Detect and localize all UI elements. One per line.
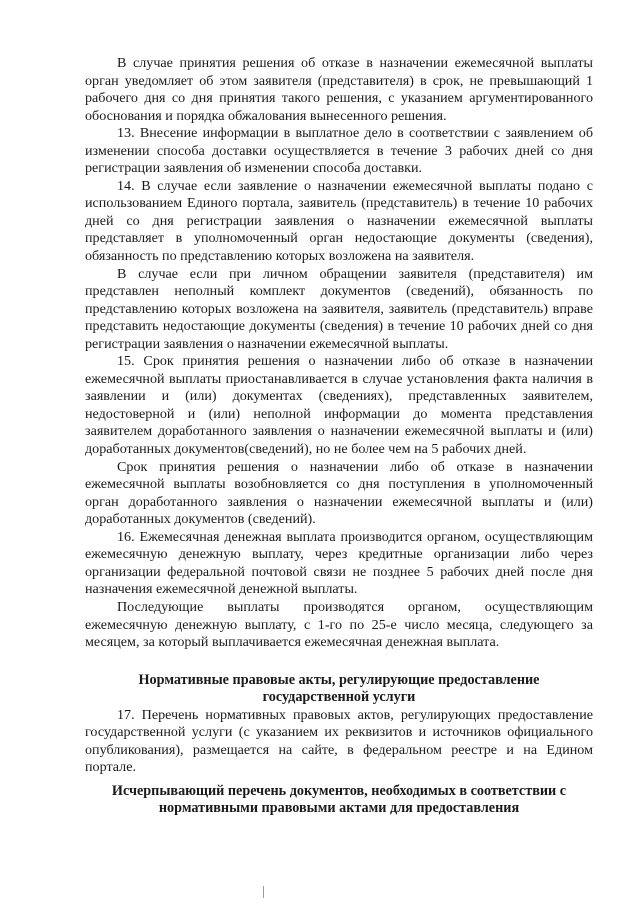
paragraph-14: 14. В случае если заявление о назначении ежемесячной выплаты подано с использованием Единого портала, заявитель (представитель) в течение 10 рабочих дней со дня регистрации заявления о назначении ежемесячной выплаты представляет в уполномоченный орган недостающие документы (сведения), обязанность по представлению которых возложена на заявителя. (85, 177, 593, 265)
paragraph-16: 16. Ежемесячная денежная выплата производится органом, осуществляющим ежемесячную денежную выплату, через кредитные организации либо через организации федеральной почтовой связи не позднее 5 рабочих дней после дня назначения ежемесячной денежной выплаты. (85, 528, 593, 598)
paragraph-resume-term: Срок принятия решения о назначении либо об отказе в назначении ежемесячной выплаты возобновляется со дня поступления в уполномоченный орган доработанного заявления о назначении ежемесячной выплаты и (или) доработанных документов (сведений). (85, 458, 593, 528)
paragraph-13: 13. Внесение информации в выплатное дело в соответствии с заявлением об изменении способа доставки осуществляется в течение 3 рабочих дней со дня регистрации заявления об изменении способа доставки. (85, 125, 593, 177)
section-heading-legal-acts: Нормативные правовые акты, регулирующие предоставление государственной услуги (138, 671, 540, 706)
paragraph-15: 15. Срок принятия решения о назначении либо об отказе в назначении ежемесячной выплаты приостанавливается в случае установления факта наличия в заявлении и (или) документах (сведениях), представленных заявителем, недостоверной и (или) неполной информации до момента представления заявителем доработанного заявления о назначении ежемесячной выплаты и (или) доработанных документов(сведений), но не более чем на 5 рабочих дней. (85, 353, 593, 458)
section-spacer (85, 652, 593, 672)
section-heading-documents: Исчерпывающий перечень документов, необходимых в соответствии с нормативными правовыми актами для предоставления (111, 782, 567, 817)
scan-artifact-line (263, 886, 264, 898)
paragraph-refusal-notice: В случае принятия решения об отказе в назначении ежемесячной выплаты орган уведомляет об этом заявителя (представителя) в срок, не превышающий 1 рабочего дня со дня принятия такого решения, с указанием аргументированного обоснования и порядка обжалования вынесенного решения. (85, 55, 593, 124)
paragraph-incomplete-docs: В случае если при личном обращении заявителя (представителя) им представлен неполный комплект документов (сведений), обязанность по представлению которых возложена на заявителя, заявитель (представитель) вправе представить недостающие документы (сведения) в течение 10 рабочих дней со дня регистрации заявления о назначении ежемесячной выплаты. (85, 265, 593, 352)
document-page (85, 55, 593, 818)
paragraph-17: 17. Перечень нормативных правовых актов, регулирующих предоставление государственной услуги (с указанием их реквизитов и источников официального опубликования), размещается на сайте, в федеральном реестре и на Едином портале. (85, 706, 593, 776)
paragraph-subsequent-payments: Последующие выплаты производятся органом, осуществляющим ежемесячную денежную выплату, с 1-го по 25-е число месяца, следующего за месяцем, за который выплачивается ежемесячная денежная выплата. (85, 598, 593, 651)
